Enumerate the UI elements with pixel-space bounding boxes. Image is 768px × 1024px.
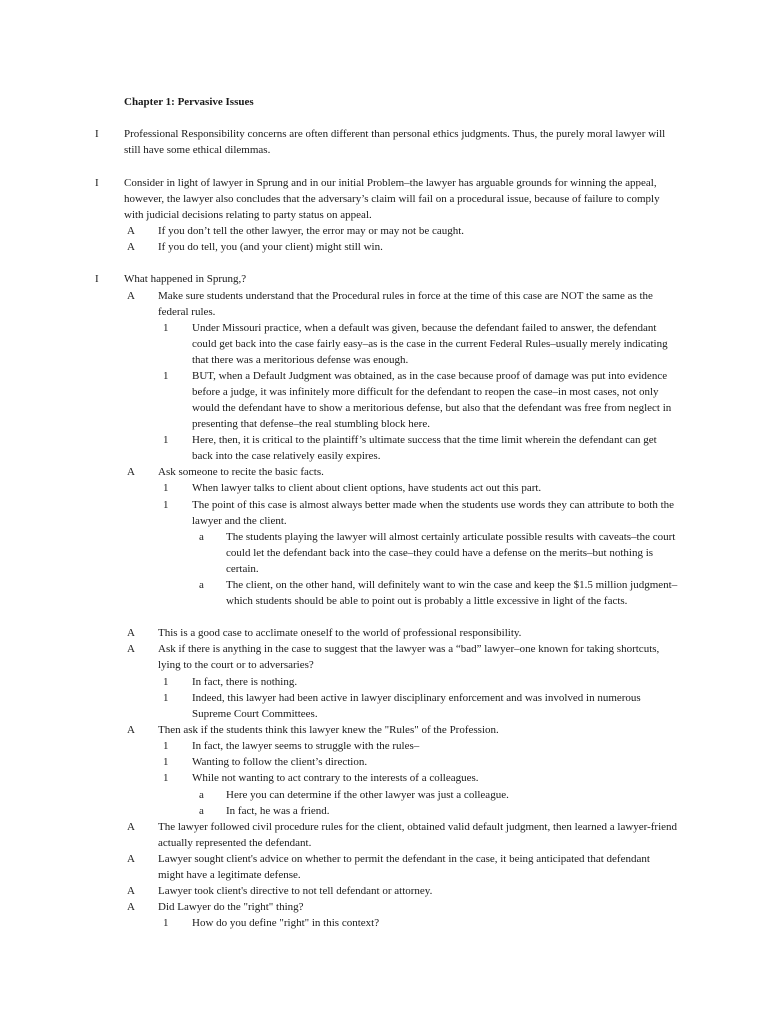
outline-text: How do you define "right" in this context? <box>192 917 380 929</box>
outline-text: Ask someone to recite the basic facts. <box>158 466 324 478</box>
outline-marker: A <box>127 821 135 833</box>
outline-text: The client, on the other hand, will definitely want to win the case and keep the $1.5 million judgment–which students should be able to point out is probably a little excessive in light of the facts. <box>226 579 678 607</box>
outline-text: The lawyer followed civil procedure rules for the client, obtained valid default judgment, then learned a lawyer-friend actually represented the defendant. <box>158 821 678 849</box>
outline-marker: 1 <box>163 434 169 446</box>
outline-text: Ask if there is anything in the case to suggest that the lawyer was a “bad” lawyer–one known for taking shortcuts, lying to the court or to adversaries? <box>158 643 660 671</box>
outline-marker: 1 <box>163 756 169 768</box>
outline-marker: A <box>127 290 135 302</box>
outline-text: Here you can determine if the other lawyer was just a colleague. <box>226 789 509 801</box>
outline-marker: a <box>199 531 204 543</box>
outline-text: Wanting to follow the client’s direction. <box>192 756 368 768</box>
outline-text: What happened in Sprung,? <box>124 273 247 285</box>
outline-marker: a <box>199 805 204 817</box>
outline-text: This is a good case to acclimate oneself to the world of professional responsibility. <box>158 627 522 639</box>
outline-marker: 1 <box>163 917 169 929</box>
outline-marker: A <box>127 643 135 655</box>
outline-text: BUT, when a Default Judgment was obtained, as in the case because proof of damage was put into evidence before a judge, it was infinitely more difficult for the defendant to reopen the case–in most cases, not only would the defendant have to show a meritorious defense, but also that the defendant was free from neglect in presenting that defense–the real stumbling block here. <box>192 370 672 430</box>
outline-text: Consider in light of lawyer in Sprung and in our initial Problem–the lawyer has arguable grounds for winning the appeal, however, the lawyer also concludes that the adversary’s claim will fail on a procedural issue, because of failure to comply with judicial decisions relating to party status on appeal. <box>124 177 660 221</box>
outline-marker: 1 <box>163 370 169 382</box>
outline-marker: A <box>127 885 135 897</box>
outline-marker: 1 <box>163 740 169 752</box>
outline-marker: a <box>199 789 204 801</box>
outline-text: If you do tell, you (and your client) might still win. <box>158 241 383 253</box>
outline-marker: 1 <box>163 482 169 494</box>
outline-marker: 1 <box>163 499 169 511</box>
outline-marker: a <box>199 579 204 591</box>
outline-marker: A <box>127 901 135 913</box>
outline-text: If you don’t tell the other lawyer, the error may or may not be caught. <box>158 225 465 237</box>
outline-text: Here, then, it is critical to the plaintiff’s ultimate success that the time limit wherein the defendant can get back into the case relatively easily expires. <box>192 434 657 462</box>
outline-text: Lawyer sought client's advice on whether to permit the defendant in the case, it being anticipated that defendant might have a legitimate defense. <box>158 853 650 881</box>
outline-marker: A <box>127 225 135 237</box>
chapter-title: Chapter 1: Pervasive Issues <box>124 96 254 108</box>
outline-marker: 1 <box>163 322 169 334</box>
outline-text: While not wanting to act contrary to the interests of a colleagues. <box>192 772 479 784</box>
outline-marker: A <box>127 241 135 253</box>
outline-marker: I <box>95 273 99 285</box>
outline-marker: 1 <box>163 692 169 704</box>
outline-text: In fact, there is nothing. <box>192 676 298 688</box>
outline-text: Under Missouri practice, when a default was given, because the defendant failed to answer, the defendant could get back into the case fairly easy–as is the case in the current Federal Rules–usually merely indicating that there was a meritorious defense was enough. <box>192 322 668 366</box>
outline-text: Did Lawyer do the "right" thing? <box>158 901 304 913</box>
outline-text: In fact, the lawyer seems to struggle with the rules– <box>192 740 420 752</box>
outline-text: Lawyer took client's directive to not tell defendant or attorney. <box>158 885 433 897</box>
outline-text: The students playing the lawyer will almost certainly articulate possible results with caveats–the court could let the defendant back into the case–they could have a defense on the merits–but nothing is certain. <box>226 531 676 575</box>
outline-marker: I <box>95 177 99 189</box>
outline-text: When lawyer talks to client about client options, have students act out this part. <box>192 482 542 494</box>
outline-marker: 1 <box>163 772 169 784</box>
outline-text: Make sure students understand that the Procedural rules in force at the time of this case are NOT the same as the federal rules. <box>158 290 653 318</box>
outline-text: Professional Responsibility concerns are often different than personal ethics judgments. Thus, the purely moral lawyer will still have some ethical dilemmas. <box>124 128 666 156</box>
outline-marker: A <box>127 853 135 865</box>
outline-marker: 1 <box>163 676 169 688</box>
outline-marker: I <box>95 128 99 140</box>
outline-marker: A <box>127 724 135 736</box>
outline-text: The point of this case is almost always better made when the students use words they can attribute to both the lawyer and the client. <box>192 499 675 527</box>
outline-text: Then ask if the students think this lawyer knew the "Rules" of the Profession. <box>158 724 499 736</box>
outline-text: Indeed, this lawyer had been active in lawyer disciplinary enforcement and was involved in numerous Supreme Court Committees. <box>192 692 641 720</box>
outline-marker: A <box>127 627 135 639</box>
outline-text: In fact, he was a friend. <box>226 805 330 817</box>
outline-marker: A <box>127 466 135 478</box>
